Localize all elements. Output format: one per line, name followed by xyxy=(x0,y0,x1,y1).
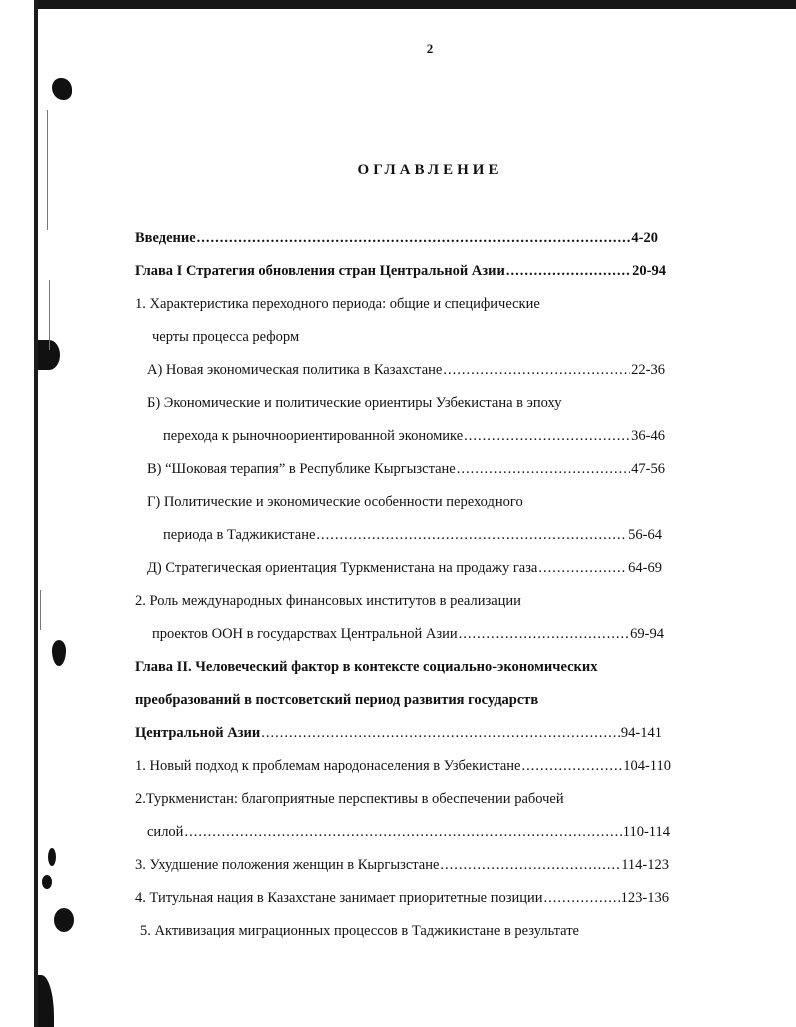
scan-line xyxy=(40,590,41,630)
toc-entry-section-g-line1: Г) Политические и экономические особенности переходного xyxy=(147,494,523,510)
leader-dots xyxy=(521,756,622,776)
leader-dots xyxy=(443,360,630,380)
toc-entry-section-1-line2: черты процесса реформ xyxy=(152,329,300,345)
entry-pages: 123-136 xyxy=(620,890,669,906)
scan-blot xyxy=(48,848,56,866)
scan-blot xyxy=(42,875,52,889)
leader-dots xyxy=(506,261,631,281)
leader-dots xyxy=(440,855,620,875)
entry-pages: 110-114 xyxy=(622,824,670,840)
entry-title: перехода к рыночноориентированной экономике xyxy=(163,428,464,444)
leader-dots xyxy=(538,558,627,578)
entry-title: проектов ООН в государствах Центральной Азии xyxy=(152,626,458,642)
toc-entry-section-b-line2 xyxy=(163,426,665,446)
toc-entry-chapter-2-section-3 xyxy=(135,855,669,875)
leader-dots xyxy=(197,228,631,248)
scan-blot xyxy=(52,640,66,666)
toc-entry-chapter-2-section-4 xyxy=(135,888,669,908)
toc-entry-section-g-line2 xyxy=(163,525,662,545)
scan-blot xyxy=(52,78,72,100)
entry-title: Центральной Азии xyxy=(135,725,261,741)
entry-pages: 4-20 xyxy=(631,230,658,246)
entry-pages: 22-36 xyxy=(631,362,665,378)
toc-entry-section-d xyxy=(147,558,662,578)
toc-entry-section-b-line1: Б) Экономические и политические ориентиры Узбекистана в эпоху xyxy=(147,395,562,411)
toc-entry-introduction xyxy=(135,228,658,248)
entry-pages: 69-94 xyxy=(630,626,664,642)
toc-entry-chapter-1 xyxy=(135,261,666,281)
leader-dots xyxy=(184,822,621,842)
entry-title: периода в Таджикистане xyxy=(163,527,316,543)
page-number: 2 xyxy=(426,41,434,56)
entry-pages: 36-46 xyxy=(631,428,665,444)
entry-pages: 20-94 xyxy=(632,263,666,279)
toc-title: ОГЛАВЛЕНИЕ xyxy=(357,162,503,178)
toc-entry-chapter-2-section-2-line1: 2.Туркменистан: благоприятные перспективы в обеспечении рабочей xyxy=(135,791,564,807)
scan-line xyxy=(47,110,48,230)
entry-pages: 56-64 xyxy=(628,527,662,543)
toc-entry-chapter-2-section-2-line2 xyxy=(147,822,670,842)
leader-dots xyxy=(544,888,620,908)
toc-entry-chapter-2-section-1 xyxy=(135,756,671,776)
toc-entry-chapter-2-line2: преобразований в постсоветский период развития государств xyxy=(135,692,539,708)
entry-title: 1. Новый подход к проблемам народонаселения в Узбекистане xyxy=(135,758,521,774)
scan-border-left xyxy=(34,0,38,1027)
scan-blot xyxy=(54,908,74,932)
entry-pages: 114-123 xyxy=(621,857,669,873)
toc-entry-chapter-2-section-5-line1: 5. Активизация миграционных процессов в Таджикистане в результате xyxy=(140,923,579,939)
entry-pages: 94-141 xyxy=(620,725,662,741)
scan-border-top xyxy=(34,0,796,9)
entry-title: Введение xyxy=(135,230,196,246)
scan-line xyxy=(49,280,50,350)
scan-blot xyxy=(38,975,54,1027)
entry-title: силой xyxy=(147,824,184,840)
leader-dots xyxy=(459,624,630,644)
entry-title: А) Новая экономическая политика в Казахстане xyxy=(147,362,443,378)
toc-entry-section-1-line1: 1. Характеристика переходного периода: общие и специфические xyxy=(135,296,540,312)
entry-pages: 104-110 xyxy=(623,758,671,774)
toc-entry-section-2-line1: 2. Роль международных финансовых институтов в реализации xyxy=(135,593,521,609)
toc-entry-chapter-2-line1: Глава II. Человеческий фактор в контексте социально-экономических xyxy=(135,659,598,675)
entry-title: В) “Шоковая терапия” в Республике Кыргызстане xyxy=(147,461,456,477)
leader-dots xyxy=(316,525,627,545)
leader-dots xyxy=(457,459,630,479)
leader-dots xyxy=(261,723,620,743)
entry-pages: 47-56 xyxy=(631,461,665,477)
leader-dots xyxy=(464,426,630,446)
toc-entry-section-a xyxy=(147,360,665,380)
entry-title: 4. Титульная нация в Казахстане занимает приоритетные позиции xyxy=(135,890,543,906)
toc-entry-section-2-line2 xyxy=(152,624,664,644)
entry-title: Глава I Стратегия обновления стран Центральной Азии xyxy=(135,263,505,279)
entry-title: 3. Ухудшение положения женщин в Кыргызстане xyxy=(135,857,440,873)
entry-pages: 64-69 xyxy=(628,560,662,576)
entry-title: Д) Стратегическая ориентация Туркменистана на продажу газа xyxy=(147,560,538,576)
toc-entry-chapter-2-line3 xyxy=(135,723,662,743)
toc-entry-section-v xyxy=(147,459,665,479)
